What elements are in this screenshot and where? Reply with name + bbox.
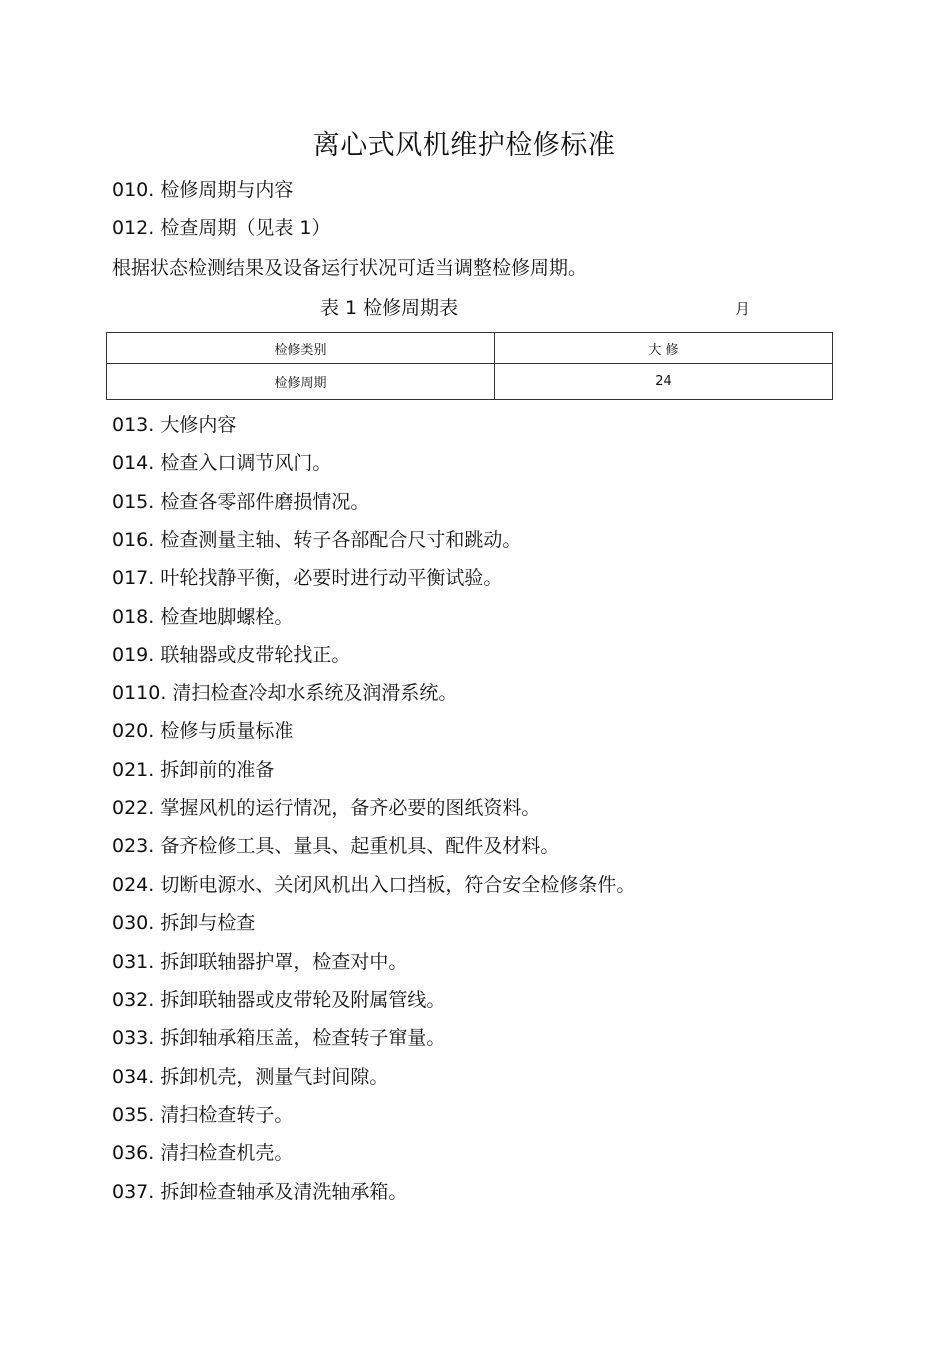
table-cell: 大 修 <box>495 333 833 364</box>
list-item: 032. 拆卸联轴器或皮带轮及附属管线。 <box>112 989 446 1011</box>
table-row <box>107 333 833 364</box>
table-caption: 表 1 检修周期表 <box>320 297 459 319</box>
list-item: 017. 叶轮找静平衡，必要时进行动平衡试验。 <box>112 567 503 589</box>
list-item: 023. 备齐检修工具、量具、起重机具、配件及材料。 <box>112 835 560 857</box>
maintenance-cycle-table <box>106 332 833 400</box>
paragraph: 根据状态检测结果及设备运行状况可适当调整检修周期。 <box>112 257 588 279</box>
list-item: 020. 检修与质量标准 <box>112 720 294 742</box>
section-heading: 012. 检查周期（见表 1） <box>112 217 331 239</box>
document-title: 离心式风机维护检修标准 <box>312 130 616 161</box>
list-item: 024. 切断电源水、关闭风机出入口挡板，符合安全检修条件。 <box>112 874 636 896</box>
list-item: 013. 大修内容 <box>112 414 237 436</box>
list-item: 037. 拆卸检查轴承及清洗轴承箱。 <box>112 1181 408 1203</box>
list-item: 030. 拆卸与检查 <box>112 912 256 934</box>
list-item: 022. 掌握风机的运行情况，备齐必要的图纸资料。 <box>112 797 541 819</box>
list-item: 0110. 清扫检查冷却水系统及润滑系统。 <box>112 682 458 704</box>
list-item: 016. 检查测量主轴、转子各部配合尺寸和跳动。 <box>112 529 522 551</box>
list-item: 021. 拆卸前的准备 <box>112 759 275 781</box>
list-item: 034. 拆卸机壳，测量气封间隙。 <box>112 1066 389 1088</box>
table-cell: 24 <box>495 364 833 400</box>
section-heading: 010. 检修周期与内容 <box>112 179 294 201</box>
list-item: 014. 检查入口调节风门。 <box>112 452 332 474</box>
table-row <box>107 364 833 400</box>
list-item: 019. 联轴器或皮带轮找正。 <box>112 644 351 666</box>
list-item: 036. 清扫检查机壳。 <box>112 1142 294 1164</box>
table-cell: 检修类别 <box>107 333 495 364</box>
list-item: 015. 检查各零部件磨损情况。 <box>112 491 370 513</box>
table-cell: 检修周期 <box>107 364 495 400</box>
list-item: 035. 清扫检查转子。 <box>112 1104 294 1126</box>
list-item: 018. 检查地脚螺栓。 <box>112 606 294 628</box>
list-item: 033. 拆卸轴承箱压盖，检查转子窜量。 <box>112 1027 446 1049</box>
list-item: 031. 拆卸联轴器护罩，检查对中。 <box>112 951 408 973</box>
table-unit: 月 <box>735 300 751 318</box>
